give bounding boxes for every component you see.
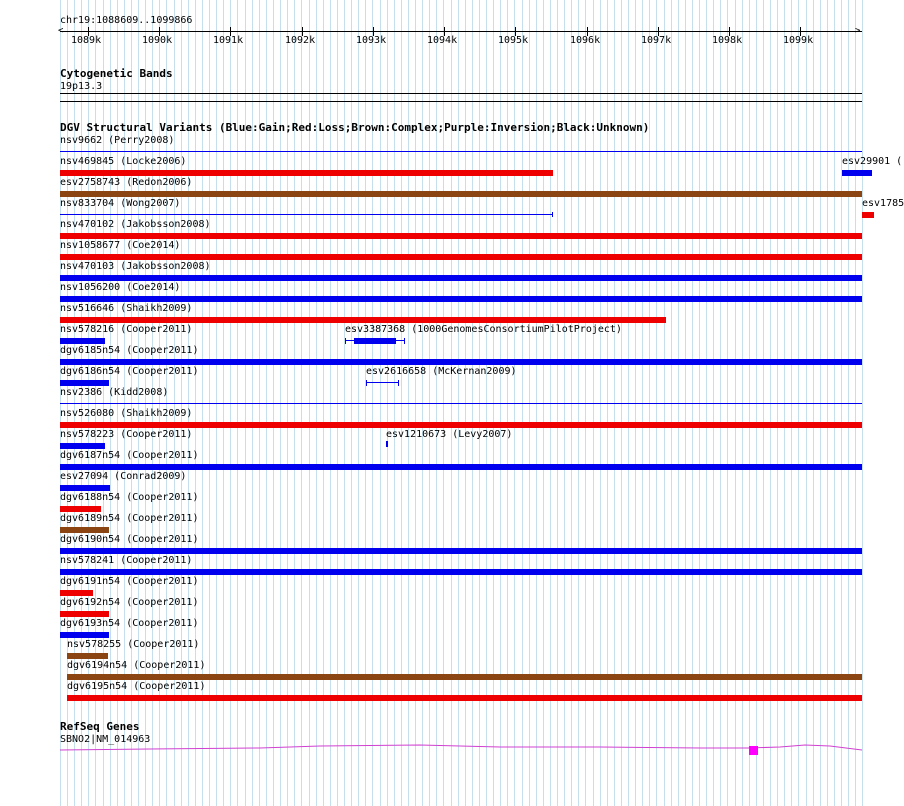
cytoband-track-title[interactable]: Cytogenetic Bands <box>60 67 173 80</box>
variant-tick[interactable] <box>386 441 388 447</box>
variant-bar[interactable] <box>60 485 110 491</box>
variant-label[interactable]: dgv6190n54 (Cooper2011) <box>60 534 199 545</box>
ruler-tick-label: 1095k <box>498 35 529 46</box>
ruler-axis <box>60 31 862 32</box>
variant-span-cap <box>398 380 399 386</box>
variant-label[interactable]: dgv6193n54 (Cooper2011) <box>60 618 199 629</box>
ruler-tick-label: 1093k <box>356 35 387 46</box>
variant-bar[interactable] <box>60 233 862 239</box>
variant-label[interactable]: nsv9662 (Perry2008) <box>60 135 175 146</box>
variant-label[interactable]: dgv6189n54 (Cooper2011) <box>60 513 199 524</box>
variant-bar[interactable] <box>60 170 553 176</box>
variant-bar[interactable] <box>60 359 862 365</box>
variant-bar[interactable] <box>60 254 862 260</box>
variant-bar[interactable] <box>60 380 109 386</box>
variant-thick-bar[interactable] <box>354 338 396 344</box>
ruler-tick-label: 1094k <box>427 35 458 46</box>
variant-label[interactable]: esv29901 ( <box>842 156 903 167</box>
variant-bar[interactable] <box>60 275 862 281</box>
ruler-tick-label: 1089k <box>71 35 102 46</box>
variant-span-line[interactable] <box>366 382 398 383</box>
variant-label[interactable]: esv2616658 (McKernan2009) <box>366 366 517 377</box>
variant-label[interactable]: dgv6185n54 (Cooper2011) <box>60 345 199 356</box>
variant-label[interactable]: nsv1058677 (Coe2014) <box>60 240 181 251</box>
variant-label[interactable]: esv1210673 (Levy2007) <box>386 429 513 440</box>
ruler-tick-label: 1091k <box>213 35 244 46</box>
refseq-gene-label[interactable]: SBNO2|NM_014963 <box>60 734 151 745</box>
variant-label[interactable]: esv27094 (Conrad2009) <box>60 471 187 482</box>
variant-bar[interactable] <box>60 443 105 449</box>
variant-label[interactable]: nsv578241 (Cooper2011) <box>60 555 193 566</box>
variant-label[interactable]: nsv1056200 (Coe2014) <box>60 282 181 293</box>
cytoband-label: 19p13.3 <box>60 81 103 92</box>
ruler-right-arrow: > <box>855 26 861 36</box>
ruler-tick-label: 1096k <box>570 35 601 46</box>
variant-label[interactable]: nsv470103 (Jakobsson2008) <box>60 261 211 272</box>
variant-bar[interactable] <box>60 569 862 575</box>
variant-bar[interactable] <box>60 548 862 554</box>
variant-label[interactable]: nsv578216 (Cooper2011) <box>60 324 193 335</box>
variant-label[interactable]: dgv6195n54 (Cooper2011) <box>67 681 206 692</box>
cytoband-top-line <box>60 93 862 94</box>
variant-bar[interactable] <box>60 590 93 596</box>
variant-line[interactable] <box>60 403 862 404</box>
variant-line[interactable] <box>60 151 862 152</box>
variant-bar[interactable] <box>60 317 666 323</box>
ruler-tick-label: 1092k <box>285 35 316 46</box>
variant-span-cap <box>366 380 367 386</box>
variant-bar[interactable] <box>60 338 105 344</box>
variant-bar[interactable] <box>60 527 109 533</box>
ruler-tick-label: 1090k <box>142 35 173 46</box>
variant-bar[interactable] <box>60 464 862 470</box>
variant-label[interactable]: nsv526080 (Shaikh2009) <box>60 408 193 419</box>
ruler-tick-label: 1097k <box>641 35 672 46</box>
variant-span-cap <box>345 338 346 344</box>
cytoband-bottom-line <box>60 101 862 102</box>
variant-bar[interactable] <box>67 653 108 659</box>
variant-label[interactable]: nsv578255 (Cooper2011) <box>67 639 200 650</box>
variant-bar[interactable] <box>862 212 874 218</box>
variant-bar[interactable] <box>842 170 872 176</box>
ruler-tick-label: 1099k <box>783 35 814 46</box>
grid-line <box>862 0 863 806</box>
variant-label[interactable]: dgv6194n54 (Cooper2011) <box>67 660 206 671</box>
variant-label[interactable]: dgv6187n54 (Cooper2011) <box>60 450 199 461</box>
variant-bar[interactable] <box>60 296 862 302</box>
variant-bar[interactable] <box>67 695 862 701</box>
refseq-gene-model[interactable] <box>0 738 890 760</box>
region-label: chr19:1088609..1099866 <box>60 15 193 26</box>
gene-exon <box>749 746 758 755</box>
refseq-track-title[interactable]: RefSeq Genes <box>60 720 140 733</box>
variant-label[interactable]: dgv6191n54 (Cooper2011) <box>60 576 199 587</box>
variant-bar[interactable] <box>60 191 862 197</box>
variant-label[interactable]: nsv833704 (Wong2007) <box>60 198 181 209</box>
variant-label[interactable]: nsv2386 (Kidd2008) <box>60 387 169 398</box>
variant-bar[interactable] <box>67 674 862 680</box>
variant-label[interactable]: esv3387368 (1000GenomesConsortiumPilotProject) <box>345 324 622 335</box>
variant-span-cap <box>404 338 405 344</box>
gene-intron-line <box>60 745 862 750</box>
variant-label[interactable]: dgv6186n54 (Cooper2011) <box>60 366 199 377</box>
variant-label[interactable]: nsv578223 (Cooper2011) <box>60 429 193 440</box>
variant-label[interactable]: dgv6188n54 (Cooper2011) <box>60 492 199 503</box>
variant-bar[interactable] <box>60 632 109 638</box>
variant-label[interactable]: nsv469845 (Locke2006) <box>60 156 187 167</box>
variant-label[interactable]: dgv6192n54 (Cooper2011) <box>60 597 199 608</box>
variant-label[interactable]: nsv470102 (Jakobsson2008) <box>60 219 211 230</box>
variant-bar[interactable] <box>60 506 101 512</box>
variant-bar[interactable] <box>60 611 109 617</box>
variant-label[interactable]: nsv516646 (Shaikh2009) <box>60 303 193 314</box>
dgv-track-title[interactable]: DGV Structural Variants (Blue:Gain;Red:Loss;Brown:Complex;Purple:Inversion;Black:Unknown) <box>60 121 650 134</box>
variant-line[interactable] <box>60 214 553 215</box>
variant-bar[interactable] <box>60 422 862 428</box>
variant-label[interactable]: esv2758743 (Redon2006) <box>60 177 193 188</box>
variant-line-cap <box>552 212 553 217</box>
ruler-tick-label: 1098k <box>712 35 743 46</box>
variant-label[interactable]: esv1785 <box>862 198 904 209</box>
ruler-left-arrow: < <box>58 26 64 36</box>
